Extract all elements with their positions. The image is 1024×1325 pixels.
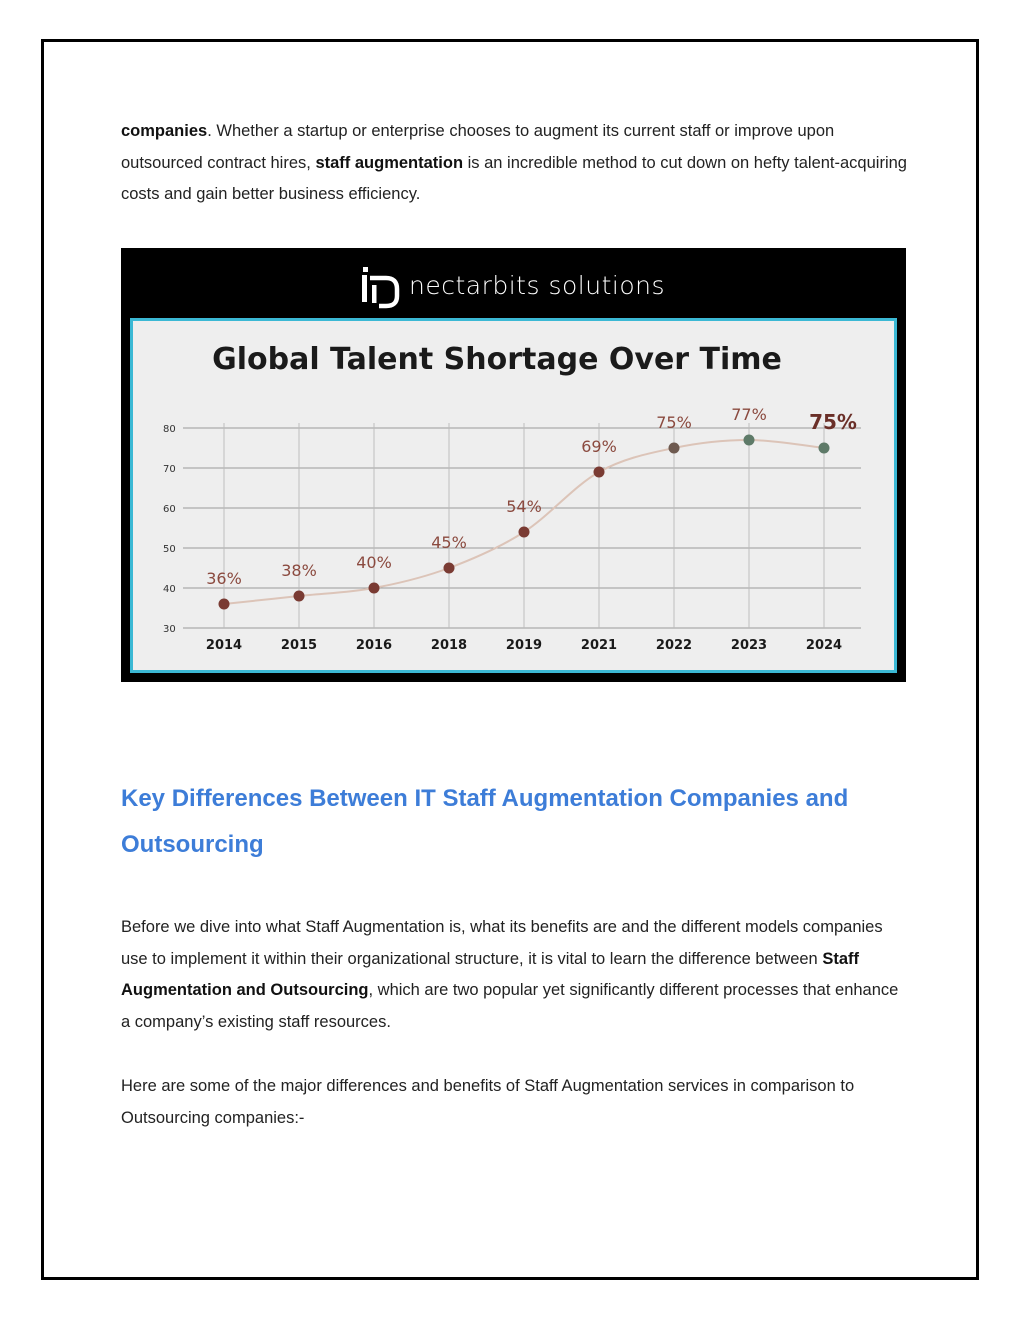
data-point-2022 xyxy=(669,443,680,454)
x-tick-label: 2014 xyxy=(205,638,243,653)
data-point-2024 xyxy=(819,443,830,454)
intro-text-2: is an incredible method to cut down on hefty talent-acquiring costs and gain better business efficiency. xyxy=(121,153,907,203)
y-tick-label: 50 xyxy=(163,544,176,555)
data-label-2022: 75% xyxy=(656,413,692,432)
body-paragraph-2: Here are some of the major differences and benefits of Staff Augmentation services in comparison to Outsourcing companies:- xyxy=(121,1077,855,1127)
p1-text-a: Before we dive into what Staff Augmentation is, what its benefits are and the different models companies use to implement it within their organizational structure, it is vital to learn the difference between xyxy=(121,918,883,968)
brand-name: nectarbits solutions xyxy=(409,271,665,300)
data-point-2016 xyxy=(369,583,380,594)
x-tick-label: 2019 xyxy=(505,638,543,653)
y-tick-label: 30 xyxy=(163,624,176,635)
data-point-2018 xyxy=(444,563,455,574)
y-tick-label: 60 xyxy=(163,504,176,515)
data-point-2015 xyxy=(294,591,305,602)
x-tick-label: 2016 xyxy=(355,638,393,653)
chart-svg xyxy=(121,248,906,682)
intro-bold-staff-augmentation: staff augmentation xyxy=(315,153,464,172)
data-label-2014: 36% xyxy=(206,569,242,588)
intro-text-1: . Whether a startup or enterprise chooses to augment its current staff or improve upon outsourced contract hires, xyxy=(121,122,835,172)
data-point-2023 xyxy=(744,435,755,446)
y-tick-label: 40 xyxy=(163,584,176,595)
data-point-2014 xyxy=(219,599,230,610)
data-label-2024: 75% xyxy=(809,410,857,434)
x-tick-label: 2015 xyxy=(280,638,318,653)
intro-bold-companies: companies xyxy=(121,122,208,140)
y-tick-label: 70 xyxy=(163,464,176,475)
y-tick-label: 80 xyxy=(163,424,176,435)
data-point-2019 xyxy=(519,527,530,538)
x-tick-label: 2024 xyxy=(805,638,843,653)
data-point-2021 xyxy=(594,467,605,478)
talent-shortage-figure xyxy=(121,248,906,682)
chart-title: Global Talent Shortage Over Time xyxy=(212,342,782,377)
logo-mark-icon xyxy=(362,267,397,306)
p1-bold: Staff Augmentation and Outsourcing xyxy=(121,949,859,999)
nectarbits-logo xyxy=(362,267,665,306)
x-tick-label: 2023 xyxy=(730,638,768,653)
data-label-2019: 54% xyxy=(506,497,542,516)
p1-text-b: , which are two popular yet significantly different processes that enhance a company’s existing staff resources. xyxy=(121,981,899,1031)
data-label-2015: 38% xyxy=(281,561,317,580)
data-label-2016: 40% xyxy=(356,553,392,572)
x-tick-label: 2022 xyxy=(655,638,693,653)
x-tick-label: 2018 xyxy=(430,638,468,653)
intro-paragraph xyxy=(121,116,911,211)
body-paragraph-1 xyxy=(121,912,911,1038)
data-label-2021: 69% xyxy=(581,437,617,456)
data-label-2018: 45% xyxy=(431,533,467,552)
x-tick-label: 2021 xyxy=(580,638,618,653)
data-label-2023: 77% xyxy=(731,405,767,424)
section-heading: Key Differences Between IT Staff Augmentation Companies and Outsourcing xyxy=(121,785,849,858)
